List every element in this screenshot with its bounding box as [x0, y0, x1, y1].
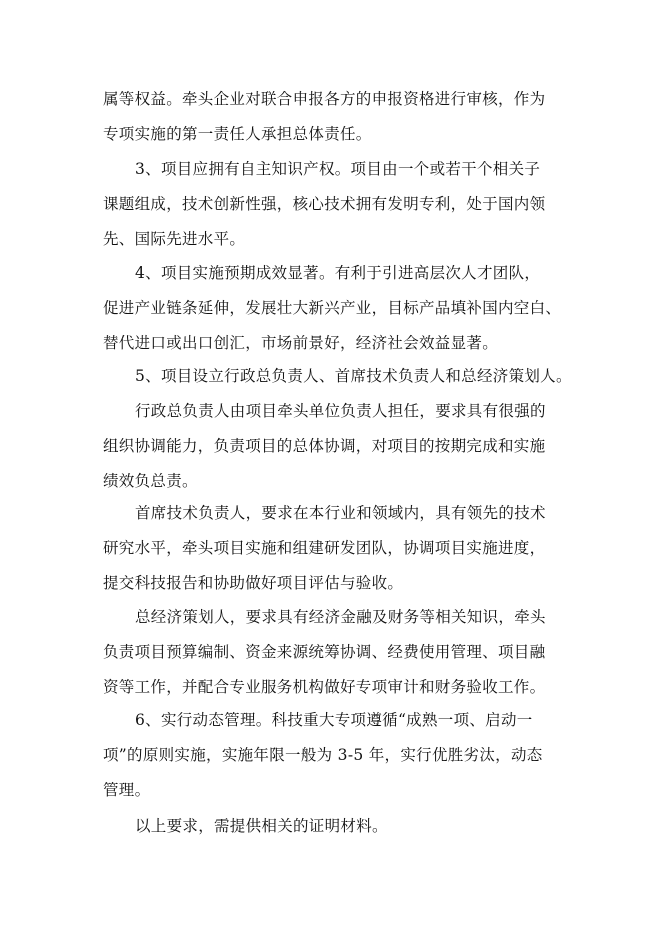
text-line: 课题组成，技术创新性强，核心技术拥有发明专利，处于国内领	[103, 195, 546, 213]
text-line: 5、项目设立行政总负责人、首席技术负责人和总经济策划人。	[135, 367, 572, 385]
paragraph-admin-lead	[103, 394, 573, 499]
text-line: 替代进口或出口创汇，市场前景好，经济社会效益显著。	[103, 334, 499, 352]
text-line: 资等工作，并配合专业服务机构做好专项审计和财务验收工作。	[103, 678, 546, 696]
text-line: 促进产业链条延伸，发展壮大新兴产业，目标产品填补国内空白、	[103, 299, 562, 317]
text-line: 以上要求，需提供相关的证明材料。	[135, 817, 388, 835]
paragraph-item-5	[103, 359, 573, 394]
paragraph-economic-planner	[103, 600, 573, 705]
paragraph-closing-requirement	[103, 809, 573, 844]
text-line: 负责项目预算编制、资金来源统筹协调、经费使用管理、项目融	[103, 643, 546, 661]
text-line: 先、国际先进水平。	[103, 230, 246, 248]
text-line: 行政总负责人由项目牵头单位负责人担任，要求具有很强的	[135, 402, 546, 420]
text-line: 专项实施的第一责任人承担总体责任。	[103, 125, 372, 143]
text-line: 提交科技报告和协助做好项目评估与验收。	[103, 574, 404, 592]
text-line: 属等权益。牵头企业对联合申报各方的申报资格进行审核，作为	[103, 90, 546, 108]
paragraph-shareholder-rights	[103, 82, 573, 152]
text-line: 项”的原则实施，实施年限一般为 3-5 年，实行优胜劣汰，动态	[103, 746, 543, 764]
text-line: 6、实行动态管理。科技重大专项遵循“成熟一项、启动一	[135, 711, 533, 729]
text-line: 组织协调能力，负责项目的总体协调，对项目的按期完成和实施	[103, 437, 546, 455]
text-line: 首席技术负责人，要求在本行业和领域内，具有领先的技术	[135, 504, 546, 522]
text-line: 总经济策划人，要求具有经济金融及财务等相关知识，牵头	[135, 608, 546, 626]
text-line: 绩效负总责。	[103, 472, 198, 490]
text-line: 3、项目应拥有自主知识产权。项目由一个或若干个相关子	[135, 160, 541, 178]
text-line: 4、项目实施预期成效显著。有利于引进高层次人才团队，	[135, 264, 541, 282]
paragraph-chief-technical-lead	[103, 496, 573, 601]
text-line: 管理。	[103, 781, 151, 799]
paragraph-item-3	[103, 152, 573, 257]
paragraph-item-6	[103, 703, 573, 808]
text-line: 研究水平，牵头项目实施和组建研发团队，协调项目实施进度，	[103, 539, 546, 557]
paragraph-item-4	[103, 256, 573, 361]
